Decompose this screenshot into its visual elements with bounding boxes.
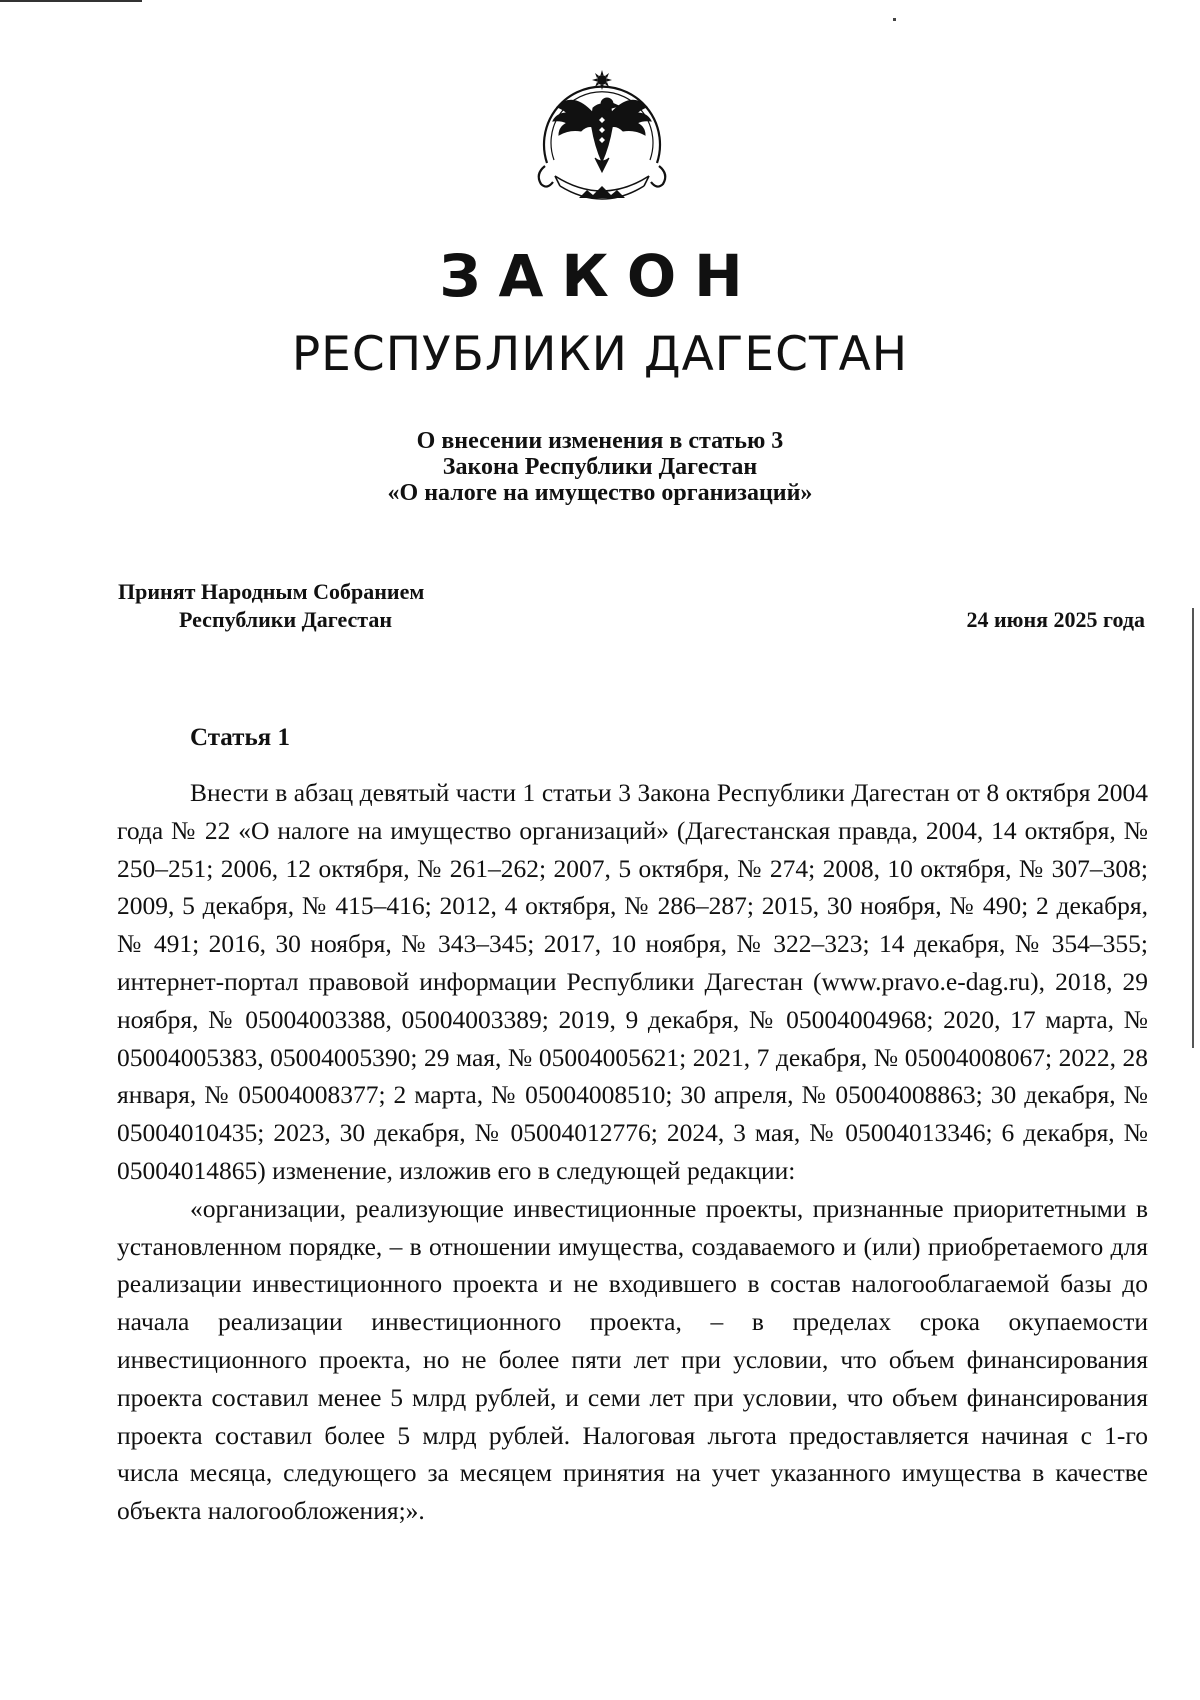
- article-paragraph: «организации, реализующие инвестиционные проекты, признанные приоритетными в установленном порядке, – в отношении имущества, создаваемого и (или) приобретаемого для реализации инвестиционного проекта и не входившего в состав налогооблагаемой базы до начала реализации инвестиционного проекта, – в пределах срока окупаемости инвестиционного проекта, но не более пяти лет при условии, что объем финансирования проекта составил менее 5 млрд рублей, и семи лет при условии, что объем финансирования проекта составил более 5 млрд рублей. Налоговая льгота предоставляется начиная с 1-го числа месяца, следующего за месяцем принятия на учет указанного имущества в качестве объекта налогообложения;».: [117, 1193, 1148, 1526]
- article-body: [117, 774, 1148, 1530]
- law-name-line: Закона Республики Дагестан: [442, 454, 758, 480]
- adoption-line: Принят Народным Собранием: [118, 579, 425, 604]
- law-name-line: О внесении изменения в статью 3: [416, 428, 784, 454]
- coat-of-arms-icon: [527, 58, 677, 218]
- law-name: [0, 428, 1200, 506]
- scan-artifact-dot: [893, 18, 896, 21]
- article-paragraph: Внести в абзац девятый части 1 статьи 3 Закона Республики Дагестан от 8 октября 2004 года № 22 «О налоге на имущество организаций» (Дагестанская правда, 2004, 14 октября, № 250–251; 2006, 12 октября, № 261–262; 2007, 5 октября, № 274; 2008, 10 октября, № 307–308; 2009, 5 декабря, № 415–416; 2012, 4 октября, № 286–287; 2015, 30 ноября, № 490; 2 декабря, № 491; 2016, 30 ноября, № 343–345; 2017, 10 ноября, № 322–323; 14 декабря, № 354–355; интернет-портал правовой информации Республики Дагестан (www.pravo.e-dag.ru), 2018, 29 ноября, № 05004003388, 05004003389; 2019, 9 декабря, № 05004004968; 2020, 17 марта, № 05004005383, 05004005390; 29 мая, № 05004005621; 2021, 7 декабря, № 05004008067; 2022, 28 января, № 05004008377; 2 марта, № 05004008510; 30 апреля, № 05004008863; 30 декабря, № 05004010435; 2023, 30 декабря, № 05004012776; 2024, 3 мая, № 05004013346; 6 декабря, № 05004014865) изменение, изложив его в следующей редакции:: [117, 778, 1148, 1185]
- law-subtitle: РЕСПУБЛИКИ ДАГЕСТАН: [291, 327, 909, 382]
- adoption-statement: [118, 578, 424, 634]
- law-title: ЗАКОН: [439, 242, 761, 310]
- scan-artifact-line: [1192, 608, 1194, 1048]
- adoption-line: Республики Дагестан: [179, 607, 393, 632]
- scan-artifact-line: [0, 0, 142, 2]
- article-heading: Статья 1: [190, 724, 290, 751]
- adoption-date: 24 июня 2025 года: [966, 607, 1145, 632]
- law-name-line: «О налоге на имущество организаций»: [387, 480, 813, 506]
